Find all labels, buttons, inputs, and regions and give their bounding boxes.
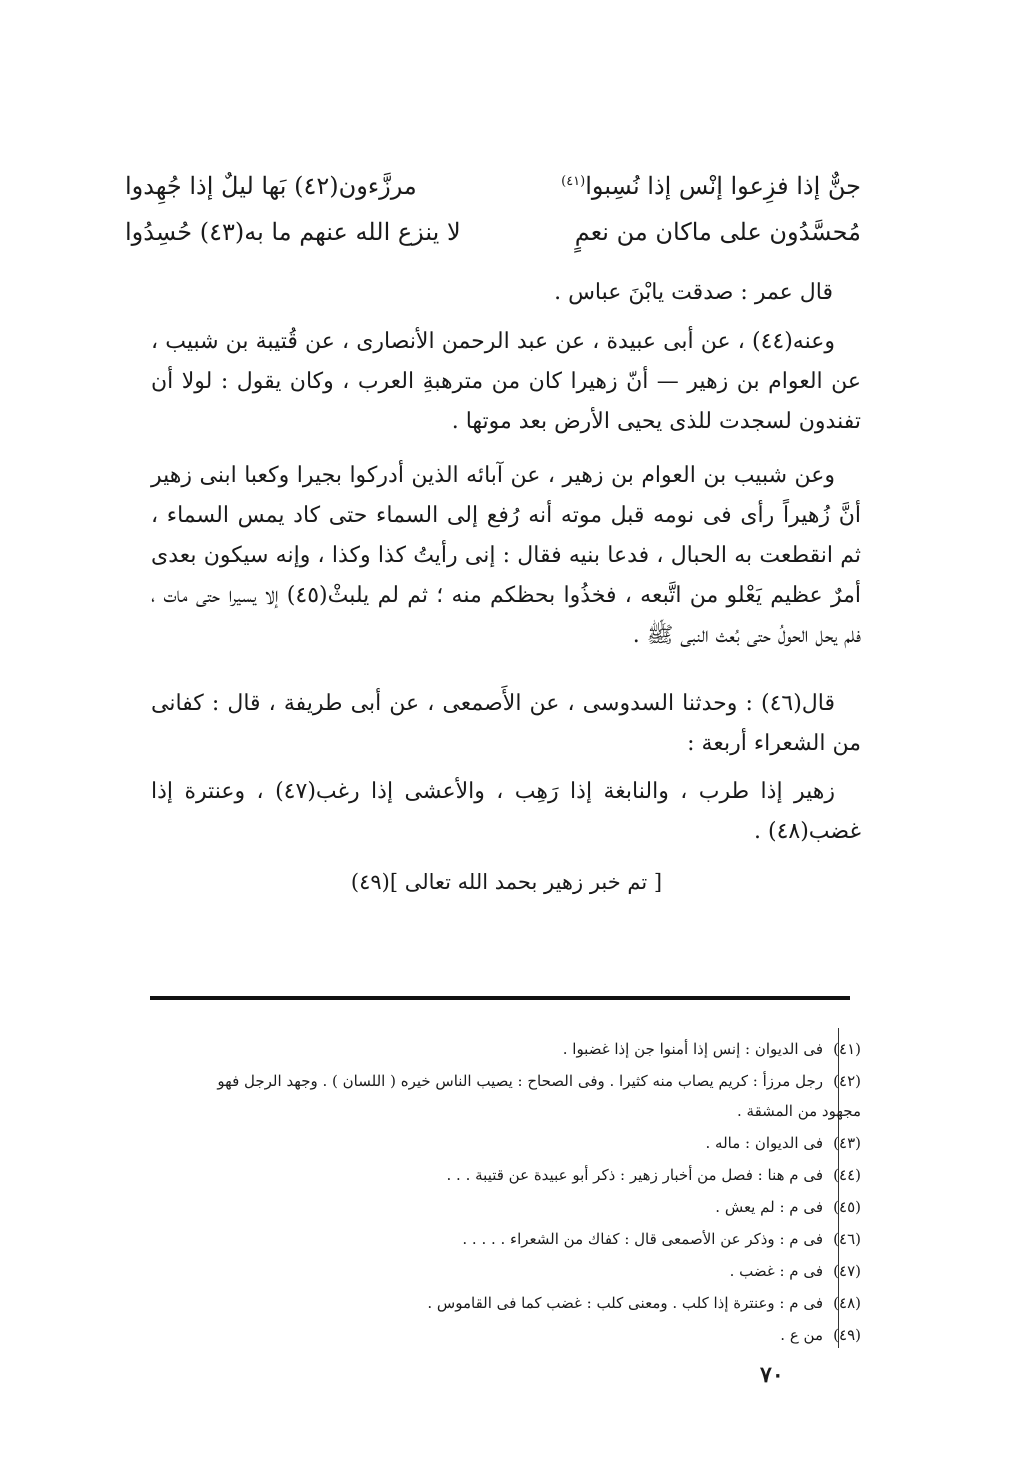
footnote-42-continued: مجهود من المشقة . xyxy=(736,1102,861,1120)
paragraph-four-poets: قال(٤٦) : وحدثنا السدوسى ، عن الأَصمعى ، عن أبى طريفة ، قال : كفانى من الشعراء أربعة : xyxy=(151,691,861,756)
footnote-47: (٤٧)فى م : غضب . xyxy=(729,1262,861,1280)
footnote-48: (٤٨)فى م : وعنترة إذا كلب . ومعنى كلب : غضب كما فى القاموس . xyxy=(427,1294,861,1312)
footnote-41: (٤١)فى الديوان : إنس إذا أمنوا جن إذا غضبوا . xyxy=(562,1040,861,1058)
verse-1-right-hemistich: جنٌّ إذا فزِعوا إنْس إذا نُسِبوا$^{(٤١)}$ xyxy=(561,172,861,200)
verse-2-left-hemistich: لا ينزع الله عنهم ما به(٤٣) حُسِدُوا xyxy=(125,218,461,246)
footnote-marker: (٤١) xyxy=(561,174,586,189)
verse-1-left-hemistich: مرزَّءون(٤٢) بَها ليلٌ إذا جُهِدوا xyxy=(125,172,417,200)
footnote-43: (٤٣)فى الديوان : ماله . xyxy=(705,1134,861,1152)
footnote-49: (٤٩)من ع . xyxy=(780,1326,861,1344)
paragraph-zuhair-piety: وعنه(٤٤) ، عن أبى عبيدة ، عن عبد الرحمن الأنصارى ، عن قُتيبة بن شبيب ، عن العوام بن زهير — أنّ زهيرا كان من مترهبةِ العرب ، وكان يقول : لولا أن تفندون لسجدت للذى يحيى الأرض بعد موتها . xyxy=(151,329,861,434)
footnote-46: (٤٦)فى م : وذكر عن الأصمعى قال : كفاك من الشعراء . . . . . xyxy=(462,1230,861,1248)
footnote-separator xyxy=(150,996,850,1000)
verse-2-right-hemistich: مُحسَّدُون على ماكان من نعمٍ xyxy=(574,218,861,246)
paragraph-poets-list: زهير إذا طرب ، والنابغة إذا رَهِب ، والأعشى إذا رغب(٤٧) ، وعنترة إذا غضب(٤٨) . xyxy=(151,779,861,844)
footnote-45: (٤٥)فى م : لم يعش . xyxy=(715,1198,861,1216)
footnote-42: (٤٢)رجل مرزأ : كريم يصاب منه كثيرا . وفى الصحاح : يصيب الناس خيره ( اللسان ) . وجهد الرجل فهو xyxy=(217,1072,861,1090)
footnote-44: (٤٤)فى م هنا : فصل من أخبار زهير : ذكر أبو عبيدة عن قتيبة . . . xyxy=(446,1166,861,1184)
paragraph-umar-reply: قال عمر : صدقت يابْنَ عباس . xyxy=(554,280,833,305)
closing-statement: [ تم خبر زهير بحمد الله تعالى ](٤٩) xyxy=(350,870,663,894)
page-number: ٧٠ xyxy=(760,1362,784,1388)
paragraph-zuhair-dream: وعن شبيب بن العوام بن زهير ، عن آبائه الذين أدركوا بجيرا وكعبا ابنى زهير أنَّ زُهيراً رأى فى نومه قبل موته أنه رُفع إلى السماء حتى كاد يمس السماء ، ثم انقطعت به الحبال ، فدعا بنيه فقال : إنى رأيتُ كذا وكذا ، وإنه سيكون بعدى أمرٌ عظيم يَعْلو من اتَّبعه ، فخذُوا بحظكم منه ؛ ثم لم يلبثْ(٤٥) إلا يسيرا حتى مات ، فلم يحل الحولُ حتى بُعث النبى ﷺ . xyxy=(151,463,862,648)
